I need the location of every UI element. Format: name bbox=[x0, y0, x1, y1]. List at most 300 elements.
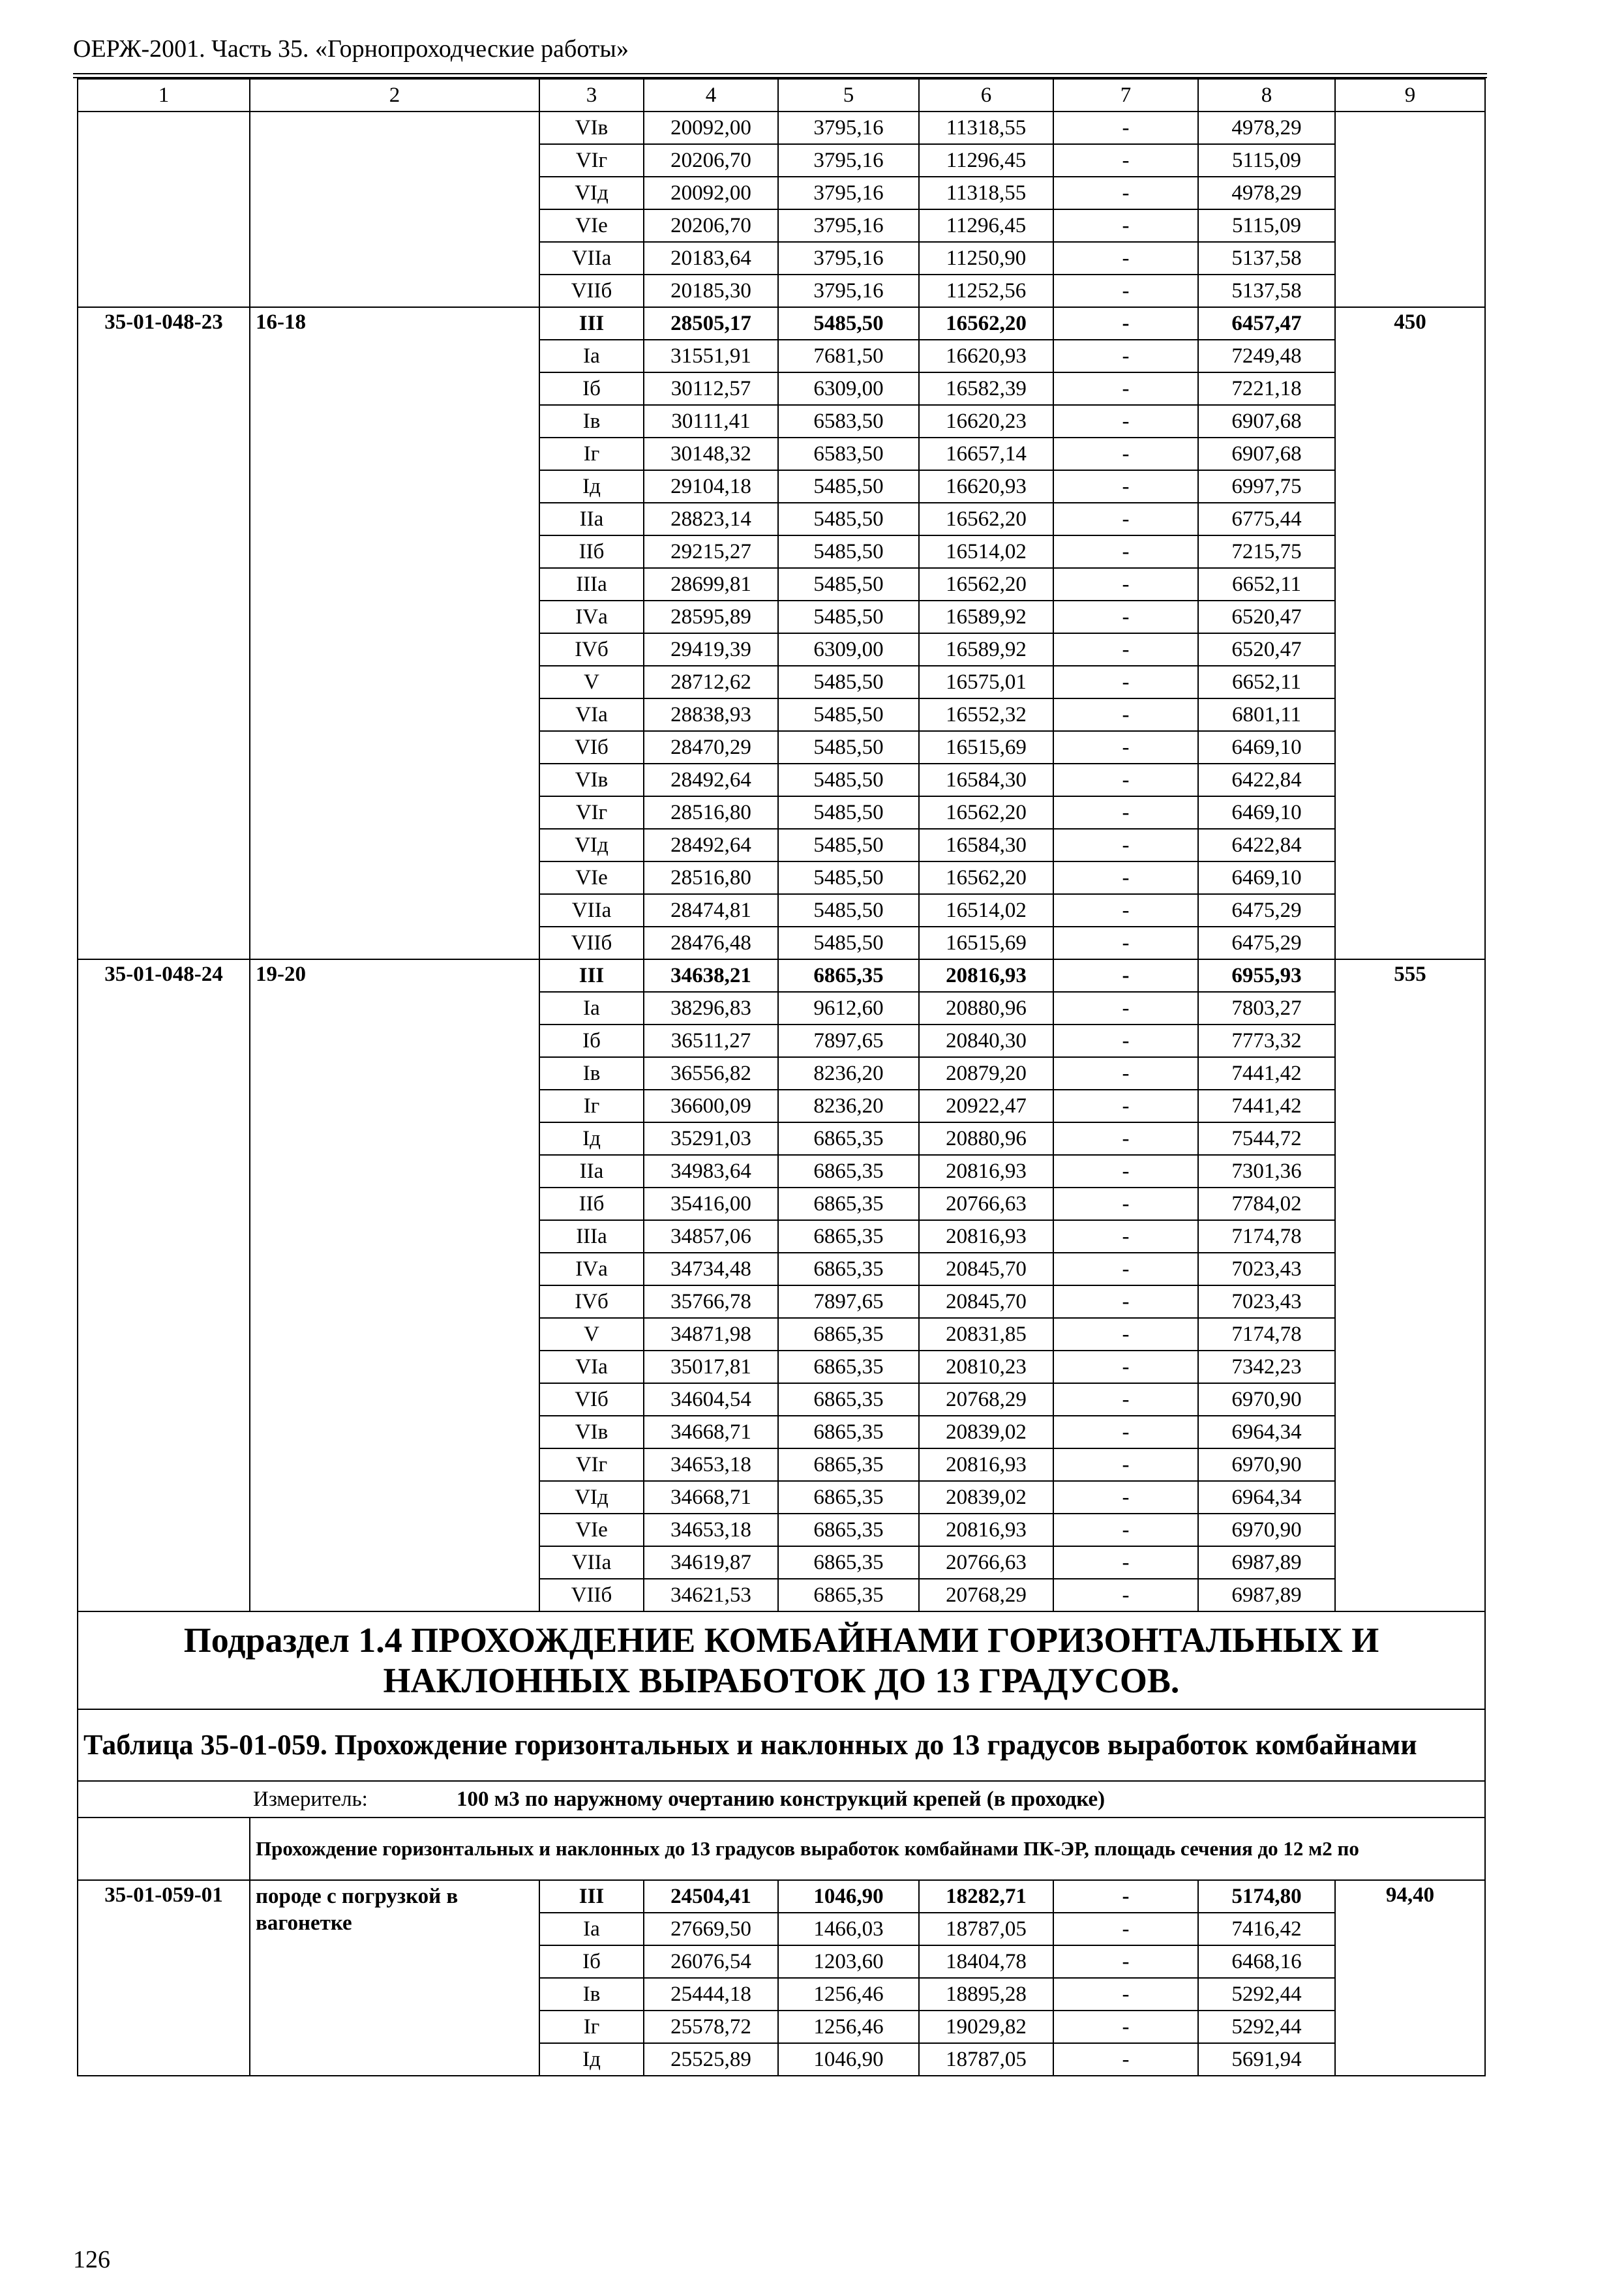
machine-cost-cell: 20839,02 bbox=[919, 1481, 1053, 1514]
labor-cost-cell: 6309,00 bbox=[778, 372, 919, 405]
driver-wage-cell: - bbox=[1053, 405, 1198, 438]
machine-cost-cell: 20810,23 bbox=[919, 1351, 1053, 1383]
materials-cost-cell: 4978,29 bbox=[1198, 112, 1335, 144]
machine-cost-cell: 20845,70 bbox=[919, 1253, 1053, 1285]
price-zone-cell: VIв bbox=[539, 112, 644, 144]
direct-cost-cell: 27669,50 bbox=[644, 1913, 778, 1945]
price-zone-cell: Iв bbox=[539, 1057, 644, 1090]
driver-wage-cell: - bbox=[1053, 209, 1198, 242]
direct-cost-cell: 28474,81 bbox=[644, 894, 778, 927]
rate-name-cell: 19-20 bbox=[250, 959, 539, 1611]
price-zone-cell: VIе bbox=[539, 1514, 644, 1546]
rate-code-cell: 35-01-059-01 bbox=[78, 1880, 250, 2076]
direct-cost-cell: 34734,48 bbox=[644, 1253, 778, 1285]
price-zone-cell: IVб bbox=[539, 633, 644, 666]
description-row bbox=[78, 1818, 1485, 1880]
price-zone-cell: IIа bbox=[539, 1155, 644, 1188]
price-zone-cell: Iв bbox=[539, 1978, 644, 2011]
price-zone-cell: VIе bbox=[539, 209, 644, 242]
direct-cost-cell: 34619,87 bbox=[644, 1546, 778, 1579]
materials-cost-cell: 5292,44 bbox=[1198, 2011, 1335, 2043]
measure-label: Измеритель: bbox=[253, 1787, 368, 1811]
materials-cost-cell: 7416,42 bbox=[1198, 1913, 1335, 1945]
labor-cost-cell: 5485,50 bbox=[778, 927, 919, 959]
price-zone-cell: Iб bbox=[539, 1025, 644, 1057]
direct-cost-cell: 28492,64 bbox=[644, 829, 778, 861]
price-zone-cell: III bbox=[539, 959, 644, 992]
direct-cost-cell: 35416,00 bbox=[644, 1188, 778, 1220]
materials-cost-cell: 7023,43 bbox=[1198, 1285, 1335, 1318]
machine-cost-cell: 18282,71 bbox=[919, 1880, 1053, 1913]
driver-wage-cell: - bbox=[1053, 894, 1198, 927]
driver-wage-cell: - bbox=[1053, 177, 1198, 209]
measure-value: 100 м3 по наружному очертанию конструкций крепей (в проходке) bbox=[457, 1787, 1105, 1811]
direct-cost-cell: 28823,14 bbox=[644, 503, 778, 535]
direct-cost-cell: 34653,18 bbox=[644, 1448, 778, 1481]
machine-cost-cell: 18404,78 bbox=[919, 1945, 1053, 1978]
labor-cost-cell: 5485,50 bbox=[778, 861, 919, 894]
materials-cost-cell: 6970,90 bbox=[1198, 1448, 1335, 1481]
machine-cost-cell: 16575,01 bbox=[919, 666, 1053, 698]
measure-row bbox=[78, 1781, 1485, 1818]
machine-cost-cell: 20766,63 bbox=[919, 1188, 1053, 1220]
materials-cost-cell: 7249,48 bbox=[1198, 340, 1335, 372]
direct-cost-cell: 20183,64 bbox=[644, 242, 778, 275]
machine-cost-cell: 11252,56 bbox=[919, 275, 1053, 307]
machine-cost-cell: 16657,14 bbox=[919, 438, 1053, 470]
labor-cost-cell: 1046,90 bbox=[778, 1880, 919, 1913]
labor-cost-cell: 6865,35 bbox=[778, 1351, 919, 1383]
materials-cost-cell: 7174,78 bbox=[1198, 1220, 1335, 1253]
materials-cost-cell: 6468,16 bbox=[1198, 1945, 1335, 1978]
table-row bbox=[78, 307, 1485, 340]
materials-cost-cell: 6475,29 bbox=[1198, 894, 1335, 927]
driver-wage-cell: - bbox=[1053, 1155, 1198, 1188]
price-zone-cell: III bbox=[539, 307, 644, 340]
driver-wage-cell: - bbox=[1053, 1514, 1198, 1546]
direct-cost-cell: 34653,18 bbox=[644, 1514, 778, 1546]
table-row bbox=[78, 1880, 1485, 1913]
labor-cost-cell: 6865,35 bbox=[778, 1122, 919, 1155]
price-zone-cell: IVб bbox=[539, 1285, 644, 1318]
labor-cost-cell: 6865,35 bbox=[778, 959, 919, 992]
price-zone-cell: VIб bbox=[539, 1383, 644, 1416]
labor-cost-cell: 6865,35 bbox=[778, 1318, 919, 1351]
price-zone-cell: V bbox=[539, 666, 644, 698]
materials-cost-cell: 6955,93 bbox=[1198, 959, 1335, 992]
direct-cost-cell: 28699,81 bbox=[644, 568, 778, 601]
driver-wage-cell: - bbox=[1053, 927, 1198, 959]
materials-cost-cell: 6987,89 bbox=[1198, 1546, 1335, 1579]
materials-cost-cell: 7803,27 bbox=[1198, 992, 1335, 1025]
price-zone-cell: VIIб bbox=[539, 1579, 644, 1611]
price-zone-cell: Iг bbox=[539, 2011, 644, 2043]
driver-wage-cell: - bbox=[1053, 959, 1198, 992]
price-zone-cell: Iг bbox=[539, 438, 644, 470]
direct-cost-cell: 36511,27 bbox=[644, 1025, 778, 1057]
rate-code-cell bbox=[78, 112, 250, 307]
materials-cost-cell: 6801,11 bbox=[1198, 698, 1335, 731]
driver-wage-cell: - bbox=[1053, 698, 1198, 731]
driver-wage-cell: - bbox=[1053, 1057, 1198, 1090]
materials-cost-cell: 5691,94 bbox=[1198, 2043, 1335, 2076]
driver-wage-cell: - bbox=[1053, 1318, 1198, 1351]
direct-cost-cell: 30112,57 bbox=[644, 372, 778, 405]
machine-cost-cell: 20768,29 bbox=[919, 1579, 1053, 1611]
price-zone-cell: Iб bbox=[539, 1945, 644, 1978]
machine-cost-cell: 20880,96 bbox=[919, 992, 1053, 1025]
table-row bbox=[78, 112, 1485, 144]
driver-wage-cell: - bbox=[1053, 1188, 1198, 1220]
col-number-6: 6 bbox=[919, 79, 1053, 112]
machine-cost-cell: 16562,20 bbox=[919, 503, 1053, 535]
driver-wage-cell: - bbox=[1053, 1285, 1198, 1318]
driver-wage-cell: - bbox=[1053, 1880, 1198, 1913]
labor-cost-cell: 3795,16 bbox=[778, 112, 919, 144]
machine-cost-cell: 16515,69 bbox=[919, 927, 1053, 959]
direct-cost-cell: 30148,32 bbox=[644, 438, 778, 470]
labor-cost-cell: 5485,50 bbox=[778, 666, 919, 698]
price-zone-cell: Iа bbox=[539, 340, 644, 372]
machine-cost-cell: 16584,30 bbox=[919, 764, 1053, 796]
machine-cost-cell: 16589,92 bbox=[919, 601, 1053, 633]
materials-cost-cell: 6422,84 bbox=[1198, 829, 1335, 861]
col-number-3: 3 bbox=[539, 79, 644, 112]
labor-cost-cell: 8236,20 bbox=[778, 1057, 919, 1090]
price-zone-cell: VIIб bbox=[539, 275, 644, 307]
driver-wage-cell: - bbox=[1053, 2043, 1198, 2076]
materials-cost-cell: 6469,10 bbox=[1198, 731, 1335, 764]
driver-wage-cell: - bbox=[1053, 438, 1198, 470]
price-zone-cell: VIд bbox=[539, 1481, 644, 1514]
driver-wage-cell: - bbox=[1053, 1579, 1198, 1611]
machine-cost-cell: 16514,02 bbox=[919, 535, 1053, 568]
rate-description: Прохождение горизонтальных и наклонных до 13 градусов выработок комбайнами ПК-ЭР, площадь сечения до 12 м2 по bbox=[250, 1818, 1485, 1880]
machine-cost-cell: 16552,32 bbox=[919, 698, 1053, 731]
direct-cost-cell: 34983,64 bbox=[644, 1155, 778, 1188]
machine-cost-cell: 16515,69 bbox=[919, 731, 1053, 764]
price-zone-cell: IIа bbox=[539, 503, 644, 535]
price-zone-cell: Iа bbox=[539, 1913, 644, 1945]
labor-cost-cell: 5485,50 bbox=[778, 601, 919, 633]
direct-cost-cell: 26076,54 bbox=[644, 1945, 778, 1978]
driver-wage-cell: - bbox=[1053, 796, 1198, 829]
machine-cost-cell: 16562,20 bbox=[919, 307, 1053, 340]
machine-cost-cell: 20880,96 bbox=[919, 1122, 1053, 1155]
materials-cost-cell: 6520,47 bbox=[1198, 633, 1335, 666]
col-number-1: 1 bbox=[78, 79, 250, 112]
price-zone-cell: IVа bbox=[539, 601, 644, 633]
materials-cost-cell: 6652,11 bbox=[1198, 568, 1335, 601]
direct-cost-cell: 29419,39 bbox=[644, 633, 778, 666]
page-number: 126 bbox=[73, 2246, 110, 2273]
driver-wage-cell: - bbox=[1053, 1025, 1198, 1057]
direct-cost-cell: 28470,29 bbox=[644, 731, 778, 764]
price-zone-cell: Iа bbox=[539, 992, 644, 1025]
materials-cost-cell: 6520,47 bbox=[1198, 601, 1335, 633]
materials-cost-cell: 6907,68 bbox=[1198, 438, 1335, 470]
rate-name-cell: 16-18 bbox=[250, 307, 539, 959]
machine-cost-cell: 20816,93 bbox=[919, 1155, 1053, 1188]
materials-cost-cell: 7174,78 bbox=[1198, 1318, 1335, 1351]
materials-cost-cell: 7784,02 bbox=[1198, 1188, 1335, 1220]
labor-hours-cell: 555 bbox=[1335, 959, 1485, 1611]
materials-cost-cell: 6469,10 bbox=[1198, 861, 1335, 894]
price-zone-cell: III bbox=[539, 1880, 644, 1913]
machine-cost-cell: 11296,45 bbox=[919, 144, 1053, 177]
price-zone-cell: Iг bbox=[539, 1090, 644, 1122]
rate-name-cell: породе с погрузкой в вагонетке bbox=[250, 1880, 539, 2076]
materials-cost-cell: 6422,84 bbox=[1198, 764, 1335, 796]
materials-cost-cell: 5137,58 bbox=[1198, 242, 1335, 275]
materials-cost-cell: 6469,10 bbox=[1198, 796, 1335, 829]
materials-cost-cell: 5292,44 bbox=[1198, 1978, 1335, 2011]
driver-wage-cell: - bbox=[1053, 1383, 1198, 1416]
driver-wage-cell: - bbox=[1053, 340, 1198, 372]
price-zone-cell: VIIа bbox=[539, 894, 644, 927]
machine-cost-cell: 20922,47 bbox=[919, 1090, 1053, 1122]
rate-code-cell: 35-01-048-23 bbox=[78, 307, 250, 959]
materials-cost-cell: 7023,43 bbox=[1198, 1253, 1335, 1285]
materials-cost-cell: 7441,42 bbox=[1198, 1057, 1335, 1090]
machine-cost-cell: 16562,20 bbox=[919, 568, 1053, 601]
labor-cost-cell: 6865,35 bbox=[778, 1416, 919, 1448]
labor-cost-cell: 5485,50 bbox=[778, 731, 919, 764]
price-zone-cell: VIа bbox=[539, 698, 644, 731]
direct-cost-cell: 34668,71 bbox=[644, 1481, 778, 1514]
materials-cost-cell: 7301,36 bbox=[1198, 1155, 1335, 1188]
col-number-2: 2 bbox=[250, 79, 539, 112]
labor-cost-cell: 7681,50 bbox=[778, 340, 919, 372]
price-zone-cell: Iд bbox=[539, 2043, 644, 2076]
labor-hours-cell: 94,40 bbox=[1335, 1880, 1485, 2076]
machine-cost-cell: 11318,55 bbox=[919, 177, 1053, 209]
labor-cost-cell: 6583,50 bbox=[778, 405, 919, 438]
price-zone-cell: VIг bbox=[539, 1448, 644, 1481]
header-rule bbox=[73, 73, 1487, 78]
driver-wage-cell: - bbox=[1053, 242, 1198, 275]
direct-cost-cell: 25578,72 bbox=[644, 2011, 778, 2043]
labor-cost-cell: 5485,50 bbox=[778, 764, 919, 796]
price-zone-cell: VIд bbox=[539, 177, 644, 209]
driver-wage-cell: - bbox=[1053, 144, 1198, 177]
labor-cost-cell: 1256,46 bbox=[778, 2011, 919, 2043]
price-zone-cell: IIб bbox=[539, 1188, 644, 1220]
machine-cost-cell: 20839,02 bbox=[919, 1416, 1053, 1448]
driver-wage-cell: - bbox=[1053, 503, 1198, 535]
direct-cost-cell: 35766,78 bbox=[644, 1285, 778, 1318]
machine-cost-cell: 11318,55 bbox=[919, 112, 1053, 144]
rate-code-cell: 35-01-048-24 bbox=[78, 959, 250, 1611]
driver-wage-cell: - bbox=[1053, 470, 1198, 503]
labor-cost-cell: 5485,50 bbox=[778, 796, 919, 829]
labor-cost-cell: 6309,00 bbox=[778, 633, 919, 666]
materials-cost-cell: 6970,90 bbox=[1198, 1383, 1335, 1416]
machine-cost-cell: 19029,82 bbox=[919, 2011, 1053, 2043]
materials-cost-cell: 7441,42 bbox=[1198, 1090, 1335, 1122]
direct-cost-cell: 20185,30 bbox=[644, 275, 778, 307]
labor-hours-cell bbox=[1335, 112, 1485, 307]
direct-cost-cell: 28492,64 bbox=[644, 764, 778, 796]
price-zone-cell: IIIа bbox=[539, 1220, 644, 1253]
direct-cost-cell: 35017,81 bbox=[644, 1351, 778, 1383]
labor-cost-cell: 5485,50 bbox=[778, 503, 919, 535]
direct-cost-cell: 36600,09 bbox=[644, 1090, 778, 1122]
direct-cost-cell: 30111,41 bbox=[644, 405, 778, 438]
direct-cost-cell: 20092,00 bbox=[644, 112, 778, 144]
driver-wage-cell: - bbox=[1053, 861, 1198, 894]
labor-cost-cell: 3795,16 bbox=[778, 242, 919, 275]
direct-cost-cell: 24504,41 bbox=[644, 1880, 778, 1913]
page-header-title: ОЕРЖ-2001. Часть 35. «Горнопроходческие работы» bbox=[73, 35, 629, 63]
col-number-7: 7 bbox=[1053, 79, 1198, 112]
subsection-row bbox=[78, 1611, 1485, 1709]
machine-cost-cell: 20816,93 bbox=[919, 1220, 1053, 1253]
direct-cost-cell: 28838,93 bbox=[644, 698, 778, 731]
driver-wage-cell: - bbox=[1053, 1546, 1198, 1579]
machine-cost-cell: 20840,30 bbox=[919, 1025, 1053, 1057]
materials-cost-cell: 7544,72 bbox=[1198, 1122, 1335, 1155]
machine-cost-cell: 16589,92 bbox=[919, 633, 1053, 666]
labor-cost-cell: 6865,35 bbox=[778, 1188, 919, 1220]
driver-wage-cell: - bbox=[1053, 666, 1198, 698]
materials-cost-cell: 6987,89 bbox=[1198, 1579, 1335, 1611]
direct-cost-cell: 25525,89 bbox=[644, 2043, 778, 2076]
labor-cost-cell: 6865,35 bbox=[778, 1253, 919, 1285]
machine-cost-cell: 16620,23 bbox=[919, 405, 1053, 438]
price-zone-cell: VIIа bbox=[539, 1546, 644, 1579]
materials-cost-cell: 6964,34 bbox=[1198, 1481, 1335, 1514]
materials-cost-cell: 6652,11 bbox=[1198, 666, 1335, 698]
labor-cost-cell: 3795,16 bbox=[778, 275, 919, 307]
labor-cost-cell: 8236,20 bbox=[778, 1090, 919, 1122]
labor-cost-cell: 5485,50 bbox=[778, 829, 919, 861]
direct-cost-cell: 28505,17 bbox=[644, 307, 778, 340]
driver-wage-cell: - bbox=[1053, 1448, 1198, 1481]
direct-cost-cell: 28516,80 bbox=[644, 796, 778, 829]
price-zone-cell: VIд bbox=[539, 829, 644, 861]
materials-cost-cell: 6775,44 bbox=[1198, 503, 1335, 535]
rates-table bbox=[77, 78, 1486, 2076]
driver-wage-cell: - bbox=[1053, 1220, 1198, 1253]
labor-cost-cell: 1256,46 bbox=[778, 1978, 919, 2011]
driver-wage-cell: - bbox=[1053, 1481, 1198, 1514]
labor-cost-cell: 6865,35 bbox=[778, 1220, 919, 1253]
driver-wage-cell: - bbox=[1053, 307, 1198, 340]
price-zone-cell: VIг bbox=[539, 796, 644, 829]
direct-cost-cell: 34638,21 bbox=[644, 959, 778, 992]
machine-cost-cell: 18787,05 bbox=[919, 1913, 1053, 1945]
driver-wage-cell: - bbox=[1053, 1945, 1198, 1978]
table-row bbox=[78, 959, 1485, 992]
driver-wage-cell: - bbox=[1053, 633, 1198, 666]
materials-cost-cell: 6907,68 bbox=[1198, 405, 1335, 438]
materials-cost-cell: 5137,58 bbox=[1198, 275, 1335, 307]
price-zone-cell: Iд bbox=[539, 1122, 644, 1155]
price-zone-cell: V bbox=[539, 1318, 644, 1351]
direct-cost-cell: 38296,83 bbox=[644, 992, 778, 1025]
machine-cost-cell: 20879,20 bbox=[919, 1057, 1053, 1090]
col-number-8: 8 bbox=[1198, 79, 1335, 112]
labor-cost-cell: 6865,35 bbox=[778, 1383, 919, 1416]
materials-cost-cell: 7221,18 bbox=[1198, 372, 1335, 405]
price-zone-cell: Iд bbox=[539, 470, 644, 503]
machine-cost-cell: 11250,90 bbox=[919, 242, 1053, 275]
driver-wage-cell: - bbox=[1053, 112, 1198, 144]
col-number-5: 5 bbox=[778, 79, 919, 112]
driver-wage-cell: - bbox=[1053, 1122, 1198, 1155]
direct-cost-cell: 20206,70 bbox=[644, 209, 778, 242]
machine-cost-cell: 20831,85 bbox=[919, 1318, 1053, 1351]
price-zone-cell: VIIб bbox=[539, 927, 644, 959]
labor-cost-cell: 5485,50 bbox=[778, 470, 919, 503]
driver-wage-cell: - bbox=[1053, 1351, 1198, 1383]
materials-cost-cell: 7215,75 bbox=[1198, 535, 1335, 568]
labor-cost-cell: 6865,35 bbox=[778, 1546, 919, 1579]
driver-wage-cell: - bbox=[1053, 568, 1198, 601]
direct-cost-cell: 29104,18 bbox=[644, 470, 778, 503]
driver-wage-cell: - bbox=[1053, 535, 1198, 568]
direct-cost-cell: 34604,54 bbox=[644, 1383, 778, 1416]
labor-cost-cell: 5485,50 bbox=[778, 568, 919, 601]
description-left-cell bbox=[78, 1818, 250, 1880]
direct-cost-cell: 28712,62 bbox=[644, 666, 778, 698]
materials-cost-cell: 6475,29 bbox=[1198, 927, 1335, 959]
labor-cost-cell: 6865,35 bbox=[778, 1448, 919, 1481]
labor-cost-cell: 3795,16 bbox=[778, 209, 919, 242]
materials-cost-cell: 5174,80 bbox=[1198, 1880, 1335, 1913]
labor-cost-cell: 1466,03 bbox=[778, 1913, 919, 1945]
measure-cell bbox=[78, 1781, 1485, 1818]
price-zone-cell: IIб bbox=[539, 535, 644, 568]
driver-wage-cell: - bbox=[1053, 764, 1198, 796]
materials-cost-cell: 6457,47 bbox=[1198, 307, 1335, 340]
machine-cost-cell: 16620,93 bbox=[919, 470, 1053, 503]
labor-cost-cell: 7897,65 bbox=[778, 1025, 919, 1057]
labor-cost-cell: 6865,35 bbox=[778, 1514, 919, 1546]
materials-cost-cell: 7342,23 bbox=[1198, 1351, 1335, 1383]
rate-name-cell bbox=[250, 112, 539, 307]
direct-cost-cell: 28595,89 bbox=[644, 601, 778, 633]
machine-cost-cell: 16562,20 bbox=[919, 861, 1053, 894]
materials-cost-cell: 5115,09 bbox=[1198, 144, 1335, 177]
machine-cost-cell: 20768,29 bbox=[919, 1383, 1053, 1416]
table-title-row bbox=[78, 1709, 1485, 1781]
price-zone-cell: VIа bbox=[539, 1351, 644, 1383]
machine-cost-cell: 20816,93 bbox=[919, 1514, 1053, 1546]
price-zone-cell: IIIа bbox=[539, 568, 644, 601]
materials-cost-cell: 6997,75 bbox=[1198, 470, 1335, 503]
direct-cost-cell: 25444,18 bbox=[644, 1978, 778, 2011]
labor-cost-cell: 5485,50 bbox=[778, 894, 919, 927]
driver-wage-cell: - bbox=[1053, 2011, 1198, 2043]
materials-cost-cell: 6964,34 bbox=[1198, 1416, 1335, 1448]
price-zone-cell: VIг bbox=[539, 144, 644, 177]
driver-wage-cell: - bbox=[1053, 1913, 1198, 1945]
column-number-row bbox=[78, 79, 1485, 112]
labor-cost-cell: 3795,16 bbox=[778, 177, 919, 209]
price-zone-cell: VIб bbox=[539, 731, 644, 764]
materials-cost-cell: 5115,09 bbox=[1198, 209, 1335, 242]
direct-cost-cell: 34621,53 bbox=[644, 1579, 778, 1611]
labor-cost-cell: 5485,50 bbox=[778, 307, 919, 340]
materials-cost-cell: 4978,29 bbox=[1198, 177, 1335, 209]
labor-hours-cell: 450 bbox=[1335, 307, 1485, 959]
machine-cost-cell: 16582,39 bbox=[919, 372, 1053, 405]
driver-wage-cell: - bbox=[1053, 372, 1198, 405]
price-zone-cell: VIв bbox=[539, 1416, 644, 1448]
direct-cost-cell: 35291,03 bbox=[644, 1122, 778, 1155]
